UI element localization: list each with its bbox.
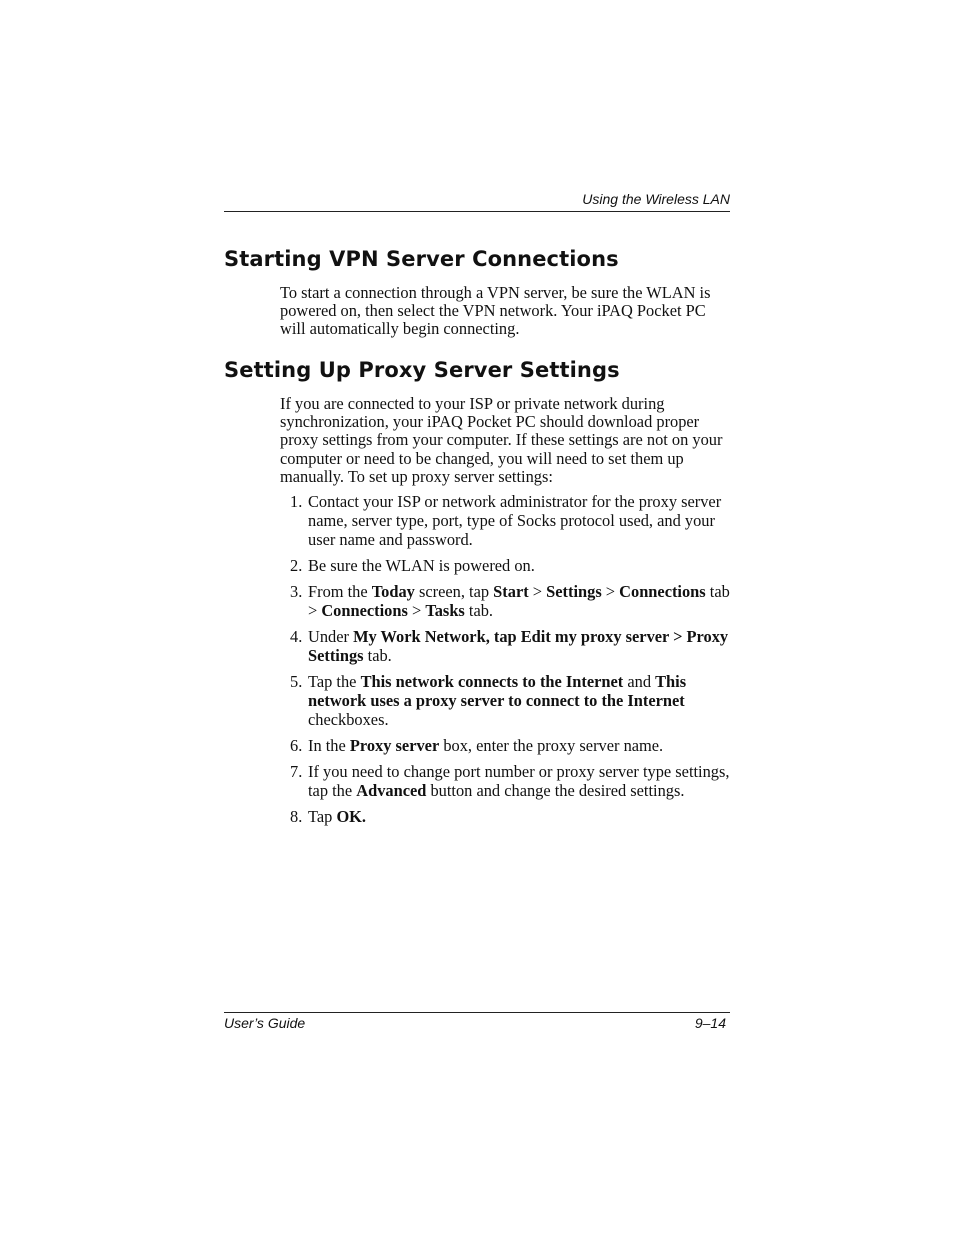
step-text: Under — [308, 626, 354, 646]
list-item — [280, 628, 732, 666]
step-number: 2. — [290, 555, 303, 575]
section-heading-proxy: Setting Up Proxy Server Settings — [224, 358, 620, 382]
list-item — [280, 673, 732, 729]
ui-term-ok: OK. — [336, 806, 367, 826]
proxy-steps-list — [280, 493, 732, 834]
step-number: 7. — [290, 761, 303, 781]
ui-term-proxy-server: Proxy server — [349, 735, 440, 755]
step-text: tab. — [464, 600, 494, 620]
step-text: In the — [308, 735, 350, 755]
step-text: and — [623, 671, 656, 691]
footer-guide-title: User’s Guide — [224, 1015, 306, 1031]
running-footer — [224, 1012, 730, 1034]
page-number: 9–14 — [694, 1015, 726, 1031]
section-heading-vpn: Starting VPN Server Connections — [224, 247, 619, 271]
list-item — [280, 493, 732, 549]
step-text: tab. — [363, 645, 392, 665]
step-number: 4. — [290, 626, 303, 646]
step-text: Be sure the WLAN is powered on. — [308, 555, 535, 575]
step-number: 1. — [290, 492, 303, 511]
list-item — [280, 583, 732, 621]
ui-term-connections: Connections — [321, 600, 408, 620]
step-number: 6. — [290, 735, 303, 755]
proxy-intro-paragraph: If you are connected to your ISP or private network during synchronization, your iPAQ Pocket PC should download proper proxy settings from your computer. If these settings are not on your computer or need to be changed, you will need to set them up manually. To set up proxy server settings: — [280, 394, 723, 486]
step-text: > — [407, 600, 426, 620]
step-text: checkboxes. — [308, 709, 389, 729]
ui-term-checkbox-internet: This network connects to the Internet — [360, 671, 624, 691]
list-item — [280, 763, 732, 801]
list-item — [280, 557, 732, 576]
list-item — [280, 737, 732, 756]
step-text: tab > — [308, 581, 730, 620]
vpn-paragraph: To start a connection through a VPN server, be sure the WLAN is powered on, then select the VPN network. Your iPAQ Pocket PC will automatically begin connecting. — [280, 283, 711, 339]
step-text: From the — [308, 581, 372, 601]
ui-term-settings: Settings — [546, 581, 602, 601]
step-text: Contact your ISP or network administrator for the proxy server name, server type, port, type of Socks protocol used, and your user name and password. — [308, 492, 722, 549]
ui-term-checkbox-proxy: This network uses a proxy server to connect to the Internet — [308, 671, 687, 710]
running-header-title: Using the Wireless LAN — [582, 191, 730, 207]
step-text: > — [601, 581, 620, 601]
step-text: button and change the desired settings. — [426, 780, 685, 800]
ui-term-my-work-network: My Work Network, tap Edit my proxy server > Proxy Settings — [308, 626, 729, 665]
ui-term-today: Today — [371, 581, 415, 601]
step-number: 3. — [290, 581, 303, 601]
ui-term-connections-tab: Connections — [619, 581, 706, 601]
running-header — [224, 188, 730, 212]
step-text: > — [528, 581, 547, 601]
ui-term-tasks: Tasks — [425, 600, 465, 620]
ui-term-advanced: Advanced — [356, 780, 427, 800]
step-text: Tap — [308, 806, 337, 826]
step-text: box, enter the proxy server name. — [439, 735, 664, 755]
list-item — [280, 808, 732, 827]
step-text: Tap the — [308, 671, 361, 691]
step-text: If you need to change port number or proxy server type settings, tap the — [308, 761, 730, 800]
step-number: 8. — [290, 806, 303, 826]
step-number: 5. — [290, 671, 303, 691]
ui-term-start: Start — [493, 581, 529, 601]
step-text: screen, tap — [414, 581, 494, 601]
